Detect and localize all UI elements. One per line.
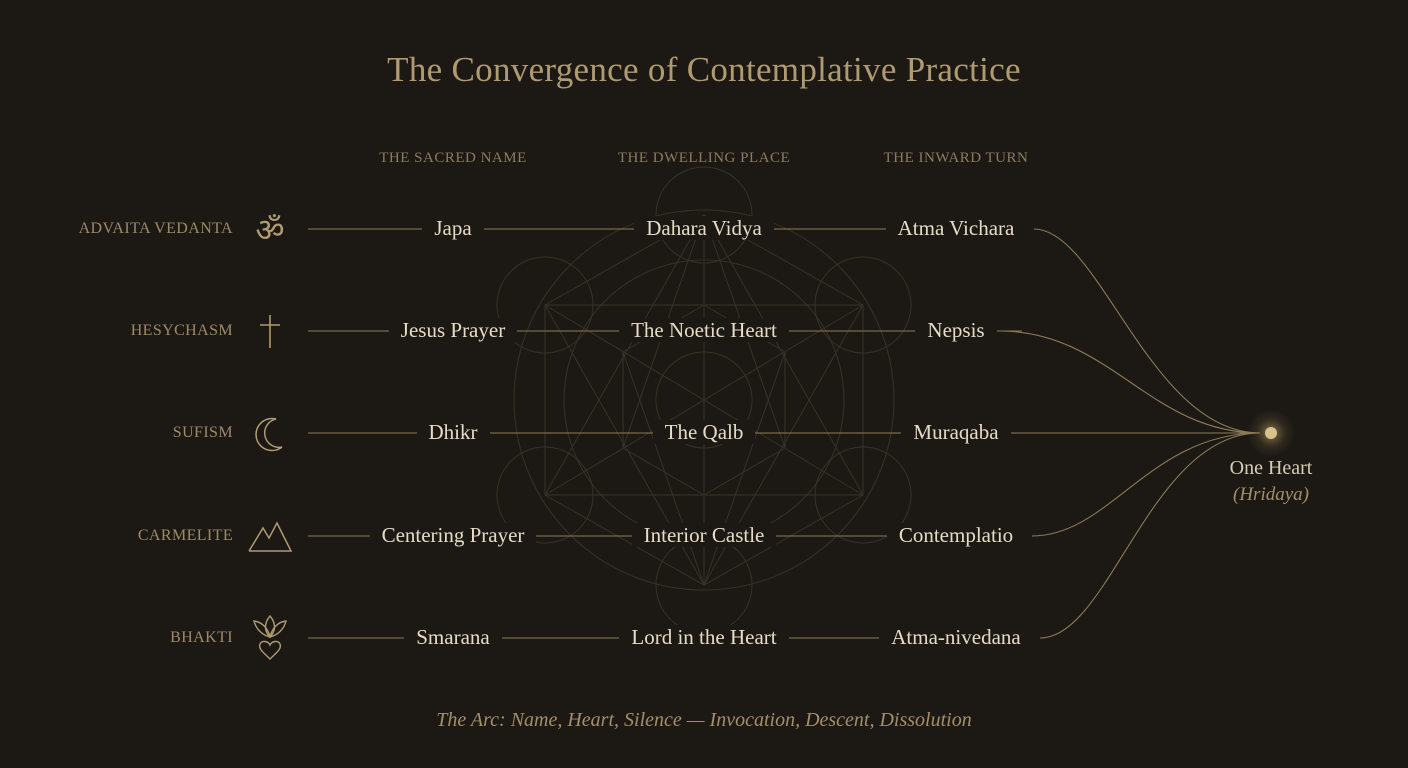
tradition-label-carmelite: CARMELITE [137, 527, 233, 544]
tradition-label-hesychasm: HESYCHASM [130, 322, 233, 339]
cell-bhakti-inward: Atma-nivedana [826, 625, 1086, 650]
om-icon [250, 210, 290, 250]
cross-icon [255, 312, 285, 352]
tradition-label-sufism: SUFISM [172, 424, 233, 441]
svg-text:ॐ: ॐ [255, 211, 285, 249]
cell-hesychasm-name: Jesus Prayer [323, 318, 583, 343]
cell-bhakti-name: Smarana [323, 625, 583, 650]
tradition-label-advaita: ADVAITA VEDANTA [78, 220, 233, 237]
cell-carmelite-inward: Contemplatio [826, 523, 1086, 548]
mountain-icon [247, 518, 293, 554]
cell-carmelite-dwelling: Interior Castle [574, 523, 834, 548]
column-header-sacred-name: THE SACRED NAME [379, 150, 527, 166]
page-title: The Convergence of Contemplative Practice [387, 50, 1021, 89]
cell-sufism-inward: Muraqaba [826, 420, 1086, 445]
cell-carmelite-name: Centering Prayer [323, 523, 583, 548]
tradition-label-bhakti: BHAKTI [170, 629, 233, 646]
crescent-icon [252, 414, 288, 454]
cell-advaita-name: Japa [323, 216, 583, 241]
lotus-heart-icon [250, 613, 290, 663]
cell-sufism-name: Dhikr [323, 420, 583, 445]
column-header-dwelling-place: THE DWELLING PLACE [617, 150, 791, 166]
cell-sufism-dwelling: The Qalb [574, 420, 834, 445]
convergence-sublabel: (Hridaya) [1233, 484, 1309, 505]
heart-point [1265, 427, 1277, 439]
column-header-inward-turn: THE INWARD TURN [883, 150, 1029, 166]
cell-advaita-dwelling: Dahara Vidya [574, 216, 834, 241]
cell-hesychasm-inward: Nepsis [826, 318, 1086, 343]
convergence-label: One Heart [1229, 457, 1313, 479]
cell-hesychasm-dwelling: The Noetic Heart [574, 318, 834, 343]
cell-advaita-inward: Atma Vichara [826, 216, 1086, 241]
footer-caption: The Arc: Name, Heart, Silence — Invocation, Descent, Dissolution [436, 709, 972, 731]
cell-bhakti-dwelling: Lord in the Heart [574, 625, 834, 650]
